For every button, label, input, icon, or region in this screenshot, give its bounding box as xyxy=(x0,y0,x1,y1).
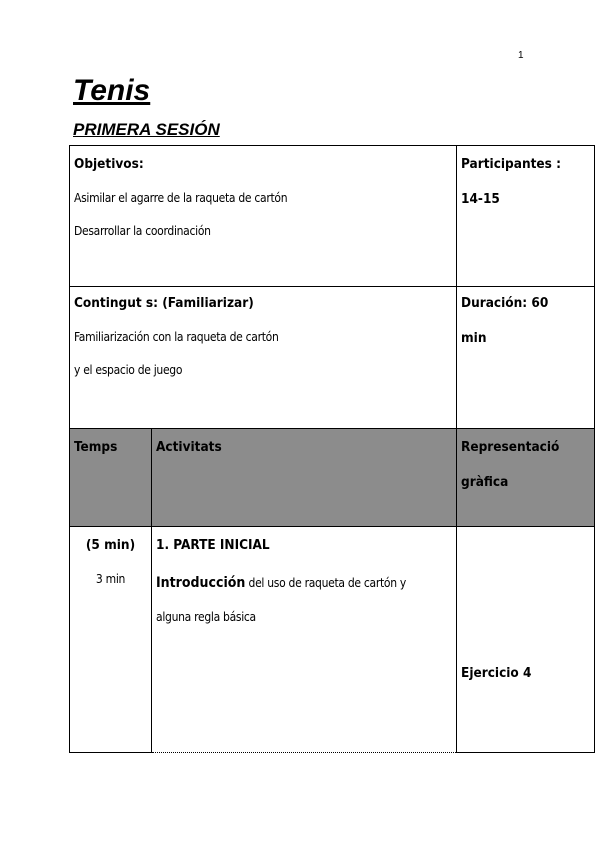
header-activities xyxy=(152,429,457,527)
activity-bold: Introducción xyxy=(156,575,246,591)
session-table xyxy=(69,145,595,753)
graphic-cell xyxy=(457,527,595,753)
header-time-label: Temps xyxy=(74,439,118,455)
contents-row xyxy=(70,287,595,429)
table-header-row xyxy=(70,429,595,527)
contents-line: y el espacio de juego xyxy=(74,363,183,377)
contents-line: Familiarización con la raqueta de cartón xyxy=(74,330,279,344)
participants-cell xyxy=(457,146,595,287)
header-graphic xyxy=(457,429,595,527)
activity-line-2: alguna regla básica xyxy=(156,610,256,624)
header-activities-label: Activitats xyxy=(156,439,222,455)
objectives-row xyxy=(70,146,595,287)
page-number: 1 xyxy=(518,50,524,61)
contents-cell xyxy=(70,287,457,429)
section-title: 1. PARTE INICIAL xyxy=(156,537,270,553)
objective-line: Asimilar el agarre de la raqueta de cartón xyxy=(74,191,288,205)
header-time xyxy=(70,429,152,527)
objectives-cell xyxy=(70,146,457,287)
activity-rest: del uso de raqueta de cartón y xyxy=(245,576,406,590)
time-sub: 3 min xyxy=(95,572,126,586)
time-cell xyxy=(70,527,152,753)
table-row xyxy=(70,527,595,753)
activity-line xyxy=(156,572,452,591)
duration-label: Duración: 60 xyxy=(461,295,549,311)
session-subtitle: PRIMERA SESIÓN xyxy=(73,120,220,139)
duration-value: min xyxy=(461,330,487,346)
objectives-label: Objetivos: xyxy=(74,156,144,172)
objective-line: Desarrollar la coordinación xyxy=(74,224,211,238)
participants-label: Participantes : xyxy=(461,156,561,172)
graphic-exercise: Ejercicio 4 xyxy=(461,665,532,681)
header-graphic-label-2: gràfica xyxy=(461,474,509,490)
time-main: (5 min) xyxy=(85,537,136,553)
duration-cell xyxy=(457,287,595,429)
header-graphic-label-1: Representació xyxy=(461,439,560,455)
activity-cell xyxy=(152,527,457,753)
document-title: Tenis xyxy=(73,74,151,107)
contents-label: Contingut s: (Familiarizar) xyxy=(74,295,254,311)
participants-value: 14-15 xyxy=(461,191,500,207)
